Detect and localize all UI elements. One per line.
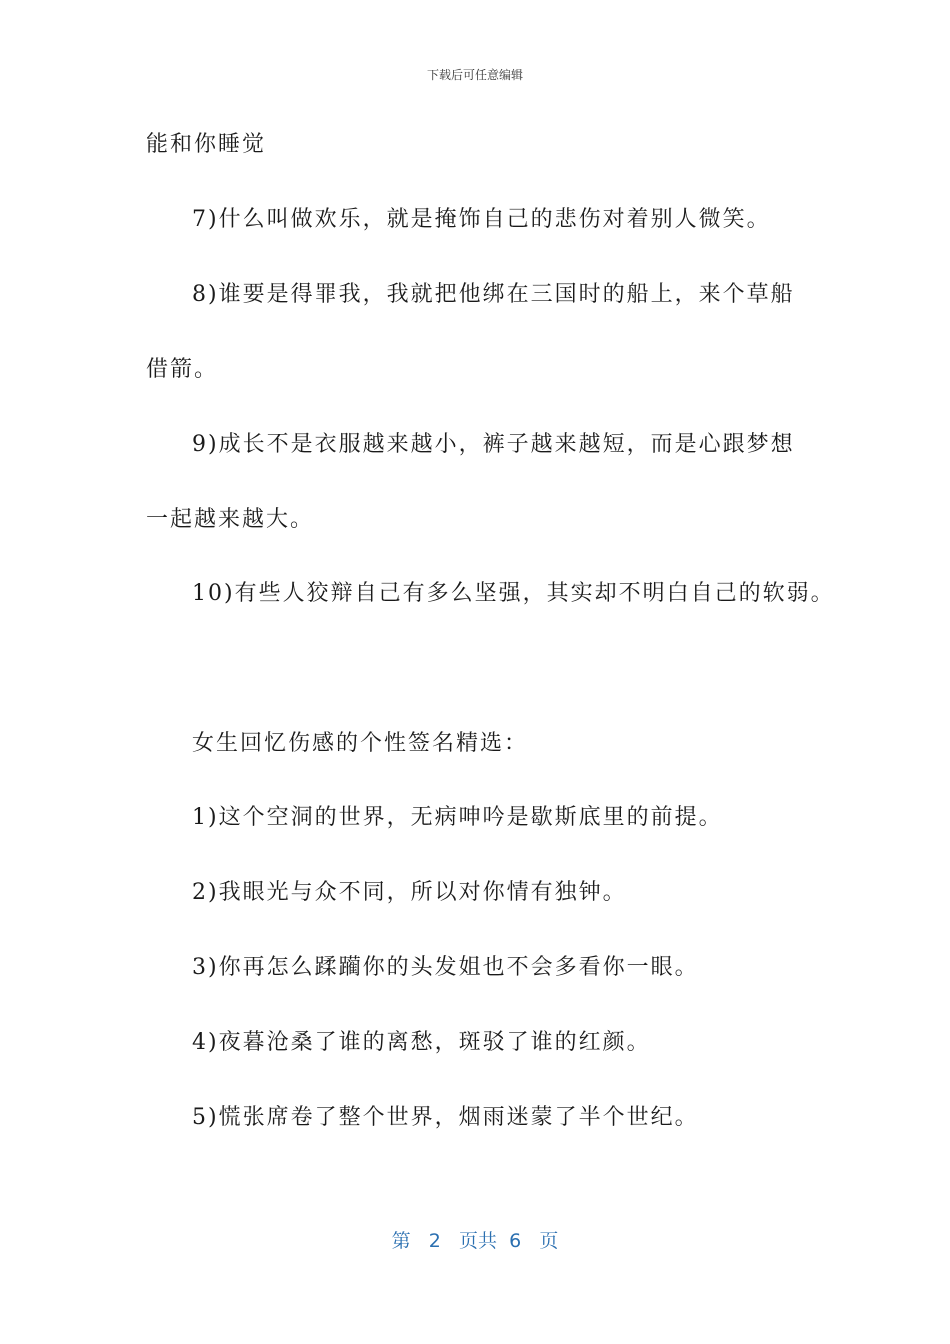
current-page-number: 2	[428, 1230, 441, 1252]
text-line: 1)这个空洞的世界，无病呻吟是歇斯底里的前提。	[192, 805, 723, 830]
text-line: 5)慌张席卷了整个世界，烟雨迷蒙了半个世纪。	[192, 1105, 699, 1130]
footer-middle: 页共	[459, 1230, 498, 1252]
text-line: 7)什么叫做欢乐，就是掩饰自己的悲伤对着别人微笑。	[192, 207, 771, 232]
page-footer	[0, 1226, 950, 1253]
text-line: 8)谁要是得罪我，我就把他绑在三国时的船上，来个草船	[192, 282, 795, 307]
text-line: 2)我眼光与众不同，所以对你情有独钟。	[192, 880, 627, 905]
footer-prefix: 第	[391, 1230, 411, 1252]
text-line: 一起越来越大。	[146, 507, 315, 532]
page-header: 下载后可任意编辑	[426, 68, 523, 82]
text-line: 4)夜暮沧桑了谁的离愁，斑驳了谁的红颜。	[192, 1030, 651, 1055]
footer-suffix: 页	[539, 1230, 559, 1252]
text-line: 借箭。	[146, 357, 219, 382]
text-line: 10)有些人狡辩自己有多么坚强，其实却不明白自己的软弱。	[192, 581, 835, 606]
total-pages-number: 6	[509, 1230, 522, 1252]
text-line: 3)你再怎么蹂躏你的头发姐也不会多看你一眼。	[192, 955, 699, 980]
text-line: 能和你睡觉	[146, 132, 267, 157]
section-heading: 女生回忆伤感的个性签名精选：	[192, 731, 529, 756]
text-line: 9)成长不是衣服越来越小，裤子越来越短，而是心跟梦想	[192, 432, 795, 457]
